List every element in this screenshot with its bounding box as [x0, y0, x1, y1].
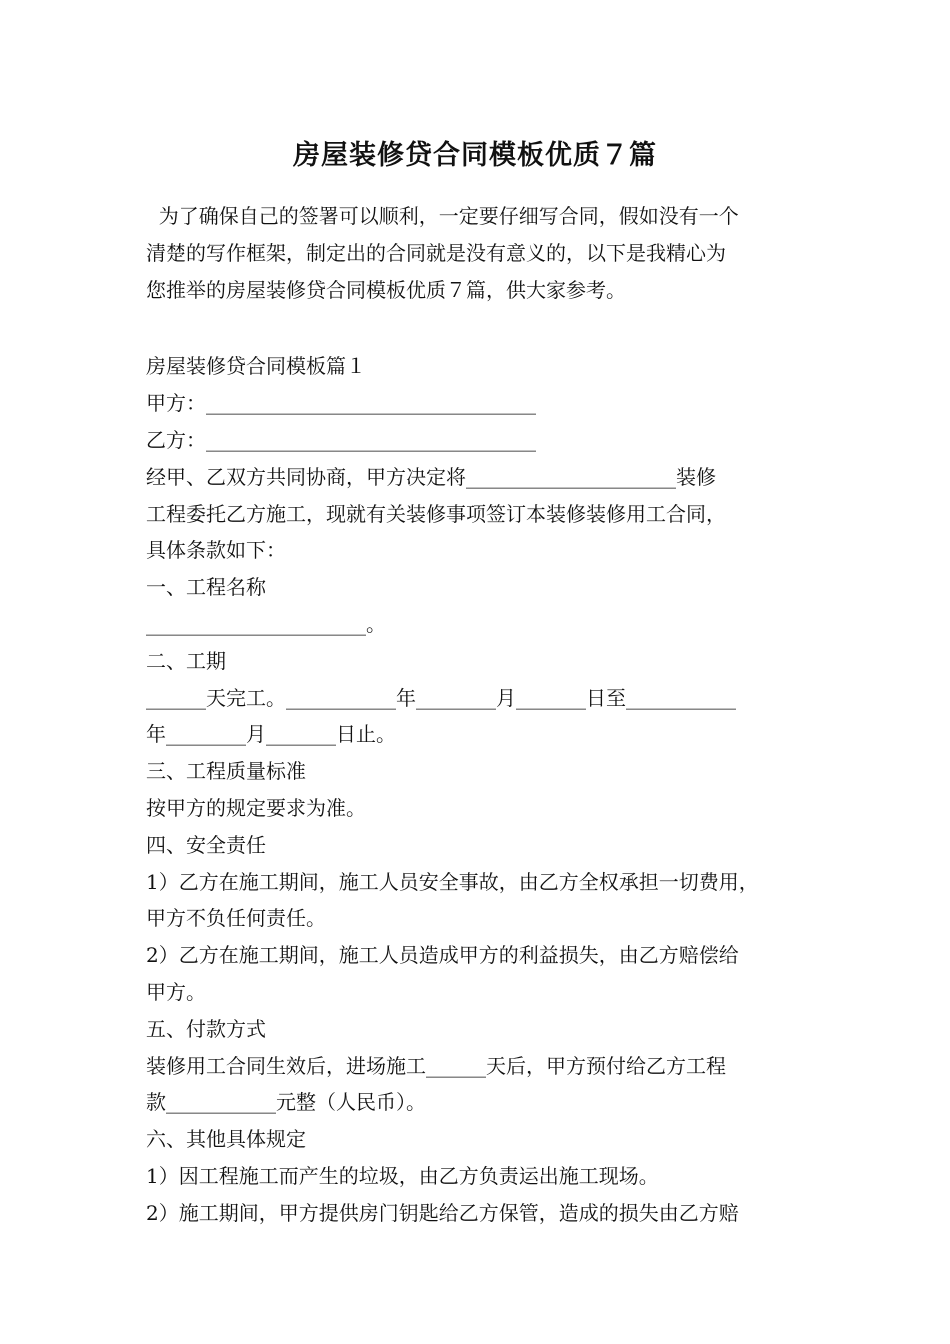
body-line: ______________________。	[146, 611, 386, 636]
body-line: 经甲、乙双方共同协商，甲方决定将_____________________装修	[146, 464, 716, 489]
body-line: 1）乙方在施工期间，施工人员安全事故，由乙方全权承担一切费用，	[146, 869, 759, 894]
body-line: 具体条款如下：	[146, 538, 286, 563]
document-body	[146, 198, 808, 1232]
clause-heading: 五、付款方式	[146, 1016, 266, 1041]
party-b-line: 乙方：_________________________________	[146, 427, 536, 452]
body-line: 工程委托乙方施工，现就有关装修事项签订本装修装修用工合同，	[146, 501, 726, 526]
body-line: 甲方。	[146, 979, 206, 1004]
clause-heading: 六、其他具体规定	[146, 1127, 306, 1152]
body-line: 装修用工合同生效后，进场施工______天后，甲方预付给乙方工程	[146, 1053, 726, 1078]
body-line: 1）因工程施工而产生的垃圾，由乙方负责运出施工现场。	[146, 1163, 659, 1188]
body-line: 按甲方的规定要求为准。	[146, 795, 366, 820]
clause-heading: 一、工程名称	[146, 575, 266, 600]
intro-line: 清楚的写作框架，制定出的合同就是没有意义的，以下是我精心为	[146, 240, 726, 265]
clause-heading: 三、工程质量标准	[146, 759, 306, 784]
party-a-line: 甲方：_________________________________	[146, 391, 536, 416]
paragraph-gap	[146, 308, 808, 348]
body-line: 款___________元整（人民币）。	[146, 1090, 426, 1115]
document-title: 房屋装修贷合同模板优质７篇	[293, 140, 657, 171]
section-heading: 房屋装修贷合同模板篇１	[146, 354, 366, 379]
body-line: 2）施工期间，甲方提供房门钥匙给乙方保管，造成的损失由乙方赔	[146, 1200, 739, 1225]
intro-line: 为了确保自己的签署可以顺利，一定要仔细写合同，假如没有一个	[146, 204, 739, 228]
body-line: 年________月_______日止。	[146, 722, 396, 747]
clause-heading: 四、安全责任	[146, 832, 266, 857]
body-line: ______天完工。___________年________月_______日至___________	[146, 685, 736, 710]
intro-line: 您推举的房屋装修贷合同模板优质７篇，供大家参考。	[146, 277, 626, 302]
clause-heading: 二、工期	[146, 648, 226, 673]
body-line: 甲方不负任何责任。	[146, 906, 326, 931]
body-line: 2）乙方在施工期间，施工人员造成甲方的利益损失，由乙方赔偿给	[146, 943, 739, 968]
